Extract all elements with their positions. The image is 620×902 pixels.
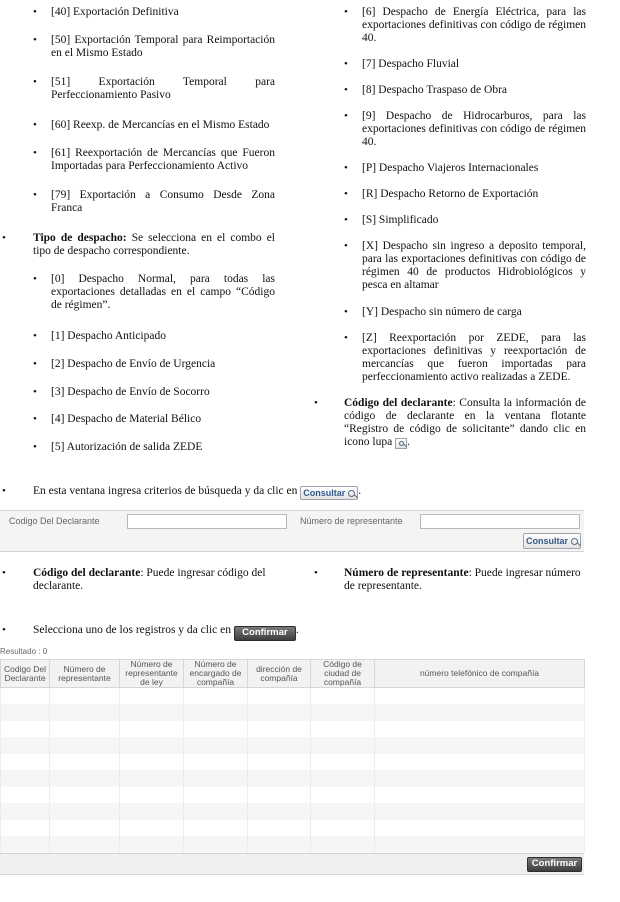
tipo-despacho-label: Tipo de despacho:: [33, 232, 127, 244]
search-form-panel: [0, 510, 584, 552]
column-header[interactable]: dirección de compañía: [248, 660, 311, 688]
bullet: •: [344, 188, 348, 200]
table-cell: [1, 737, 50, 754]
list-item: [5] Autorización de salida ZEDE: [51, 441, 203, 453]
bullet: •: [33, 273, 37, 285]
table-cell: [120, 688, 184, 705]
bullet: •: [344, 214, 348, 226]
table-row[interactable]: [1, 820, 585, 837]
list-item: [X] Despacho sin ingreso a deposito temporal, para las exportaciones definitivas con código de régimen 40 de productos Hidrobiológicos y pesca en altamar: [362, 240, 586, 291]
column-header[interactable]: Código de ciudad de compañía: [311, 660, 375, 688]
table-cell: [120, 836, 184, 853]
table-row[interactable]: [1, 704, 585, 721]
table-cell: [1, 787, 50, 804]
bullet: •: [33, 330, 37, 342]
codigo-declarante-label: Código del declarante: [344, 397, 453, 409]
table-cell: [120, 754, 184, 771]
list-item: [Z] Reexportación por ZEDE, para las exportaciones definitivas y reexportación de mercancías que fueron importadas para perfeccionamiento activo realizadas a ZEDE.: [362, 332, 586, 383]
bullet: •: [314, 567, 318, 579]
codigo-declarante-end: .: [407, 435, 410, 448]
codigo-declarante-paragraph: [344, 397, 586, 449]
result-count: Resultado : 0: [0, 647, 48, 656]
bullet: •: [33, 413, 37, 425]
table-cell: [120, 820, 184, 837]
column-header[interactable]: Número de encargado de compañía: [184, 660, 248, 688]
results-table: [0, 659, 585, 853]
list-item: [79] Exportación a Consumo Desde Zona Franca: [51, 189, 275, 214]
bullet: •: [33, 119, 37, 131]
bullet: •: [344, 6, 348, 18]
table-cell: [120, 721, 184, 738]
table-cell: [248, 754, 311, 771]
table-cell: [311, 803, 375, 820]
column-header[interactable]: Número de representante: [50, 660, 120, 688]
tipo-despacho-text: Se selecciona en el combo el tipo de despacho correspondiente.: [33, 232, 275, 257]
bullet: •: [344, 110, 348, 122]
table-cell: [375, 820, 585, 837]
table-cell: [184, 704, 248, 721]
table-footer: [0, 853, 584, 875]
bullet: •: [33, 441, 37, 453]
search-icon: [348, 490, 355, 497]
table-cell: [184, 688, 248, 705]
table-cell: [248, 721, 311, 738]
table-cell: [375, 836, 585, 853]
table-cell: [50, 820, 120, 837]
confirmar-inline-button: Confirmar: [234, 626, 296, 641]
list-item: [0] Despacho Normal, para todas las exportaciones detalladas en el campo “Código de régimen”.: [51, 273, 275, 311]
table-cell: [375, 754, 585, 771]
table-cell: [248, 836, 311, 853]
table-cell: [248, 688, 311, 705]
bullet: •: [2, 232, 6, 244]
list-item: [P] Despacho Viajeros Internacionales: [362, 162, 539, 174]
table-cell: [375, 770, 585, 787]
list-item: [40] Exportación Definitiva: [51, 6, 179, 18]
numero-description: Número de representante: Puede ingresar número de representante.: [344, 567, 581, 592]
table-row[interactable]: [1, 754, 585, 771]
table-cell: [311, 787, 375, 804]
table-cell: [50, 787, 120, 804]
table-cell: [120, 737, 184, 754]
list-item: [7] Despacho Fluvial: [362, 58, 460, 70]
table-cell: [120, 704, 184, 721]
table-cell: [184, 770, 248, 787]
table-cell: [248, 704, 311, 721]
table-header-row: [1, 660, 585, 688]
bullet: •: [344, 84, 348, 96]
codigo-declarante-field-label: Codigo Del Declarante: [9, 516, 100, 526]
list-item: [R] Despacho Retorno de Exportación: [362, 188, 539, 200]
table-cell: [120, 803, 184, 820]
select-instruction: [33, 624, 393, 641]
bullet: •: [33, 147, 37, 159]
table-cell: [311, 770, 375, 787]
bullet: •: [344, 306, 348, 318]
table-cell: [184, 721, 248, 738]
list-item: [6] Despacho de Energía Eléctrica, para las exportaciones definitivas con código de régimen 40.: [362, 6, 586, 44]
list-item: [60] Reexp. de Mercancías en el Mismo Estado: [51, 119, 270, 131]
bullet: •: [344, 162, 348, 174]
consultar-button[interactable]: [523, 533, 581, 549]
table-cell: [1, 688, 50, 705]
table-cell: [1, 836, 50, 853]
confirmar-button[interactable]: Confirmar: [527, 857, 582, 872]
table-cell: [50, 721, 120, 738]
bullet: •: [33, 6, 37, 18]
bullet: •: [344, 240, 348, 252]
codigo-declarante-input[interactable]: [127, 514, 287, 529]
list-item: [2] Despacho de Envío de Urgencia: [51, 358, 216, 370]
table-cell: [375, 704, 585, 721]
table-cell: [311, 737, 375, 754]
column-header[interactable]: número telefónico de compañía: [375, 660, 585, 688]
table-cell: [184, 803, 248, 820]
bullet: •: [33, 34, 37, 46]
table-cell: [50, 704, 120, 721]
list-item: [50] Exportación Temporal para Reimportación en el Mismo Estado: [51, 34, 275, 59]
table-cell: [375, 737, 585, 754]
consultar-button-label: Consultar: [525, 535, 568, 546]
table-cell: [311, 754, 375, 771]
table-cell: [311, 836, 375, 853]
column-header[interactable]: Número de representante de ley: [120, 660, 184, 688]
list-item: [61] Reexportación de Mercancías que Fueron Importadas para Perfeccionamiento Activo: [51, 147, 275, 172]
table-row[interactable]: [1, 688, 585, 705]
table-cell: [50, 803, 120, 820]
table-row[interactable]: [1, 787, 585, 804]
table-cell: [1, 770, 50, 787]
search-instruction: [33, 485, 393, 500]
table-cell: [248, 770, 311, 787]
bullet: •: [314, 397, 318, 409]
search-icon: [571, 538, 578, 545]
search-instruction-text: En esta ventana ingresa criterios de búsqueda y da clic en: [33, 485, 301, 497]
table-cell: [1, 803, 50, 820]
column-header[interactable]: Codigo Del Declarante: [1, 660, 50, 688]
list-item: [3] Despacho de Envío de Socorro: [51, 386, 210, 398]
table-cell: [50, 737, 120, 754]
table-cell: [120, 770, 184, 787]
table-cell: [1, 704, 50, 721]
table-cell: [184, 836, 248, 853]
table-cell: [311, 721, 375, 738]
table-cell: [1, 754, 50, 771]
table-cell: [375, 803, 585, 820]
list-item: [8] Despacho Traspaso de Obra: [362, 84, 507, 96]
table-row[interactable]: [1, 721, 585, 738]
table-cell: [1, 721, 50, 738]
table-cell: [375, 688, 585, 705]
codigo-declarante-text: : Consulta la información de código de declarante en la ventana flotante “Registro de código de solicitante” dando clic en icono lupa: [344, 397, 586, 448]
list-item: [51] Exportación Temporal para Perfeccionamiento Pasivo: [51, 76, 275, 101]
bullet: •: [2, 567, 6, 579]
table-cell: [184, 820, 248, 837]
bullet: •: [33, 189, 37, 201]
numero-representante-input[interactable]: [420, 514, 580, 529]
bullet: •: [344, 58, 348, 70]
table-cell: [311, 820, 375, 837]
table-cell: [120, 787, 184, 804]
table-cell: [50, 754, 120, 771]
table-cell: [184, 787, 248, 804]
list-item: [Y] Despacho sin número de carga: [362, 306, 522, 318]
bullet: •: [344, 332, 348, 344]
select-instruction-text: Selecciona uno de los registros y da clic en: [33, 624, 234, 636]
table-cell: [1, 820, 50, 837]
table-cell: [50, 770, 120, 787]
table-cell: [248, 737, 311, 754]
table-cell: [248, 803, 311, 820]
bullet: •: [33, 386, 37, 398]
bullet: •: [2, 624, 6, 636]
table-cell: [375, 721, 585, 738]
table-cell: [50, 688, 120, 705]
table-cell: [311, 704, 375, 721]
table-cell: [248, 787, 311, 804]
consultar-inline-button: Consultar: [300, 486, 358, 500]
codigo-description: Código del declarante: Puede ingresar código del declarante.: [33, 567, 266, 592]
table-cell: [375, 787, 585, 804]
list-item: [S] Simplificado: [362, 214, 439, 226]
bullet: •: [2, 485, 6, 497]
search-instruction-end: .: [358, 485, 362, 497]
list-item: [9] Despacho de Hidrocarburos, para las exportaciones definitivas con código de régimen 40.: [362, 110, 586, 148]
table-row[interactable]: [1, 770, 585, 787]
bullet: •: [33, 76, 37, 88]
table-cell: [184, 737, 248, 754]
table-cell: [50, 836, 120, 853]
numero-representante-field-label: Número de representante: [300, 516, 403, 526]
table-row[interactable]: [1, 737, 585, 754]
list-item: [1] Despacho Anticipado: [51, 330, 166, 342]
table-row[interactable]: [1, 836, 585, 853]
magnifier-icon[interactable]: [395, 438, 407, 449]
table-cell: [248, 820, 311, 837]
table-body: [1, 688, 585, 853]
select-instruction-end: .: [295, 624, 299, 636]
table-cell: [184, 754, 248, 771]
list-item: [4] Despacho de Material Bélico: [51, 413, 202, 425]
bullet: •: [33, 358, 37, 370]
tipo-despacho-paragraph: [33, 232, 275, 258]
table-cell: [311, 688, 375, 705]
table-row[interactable]: [1, 803, 585, 820]
